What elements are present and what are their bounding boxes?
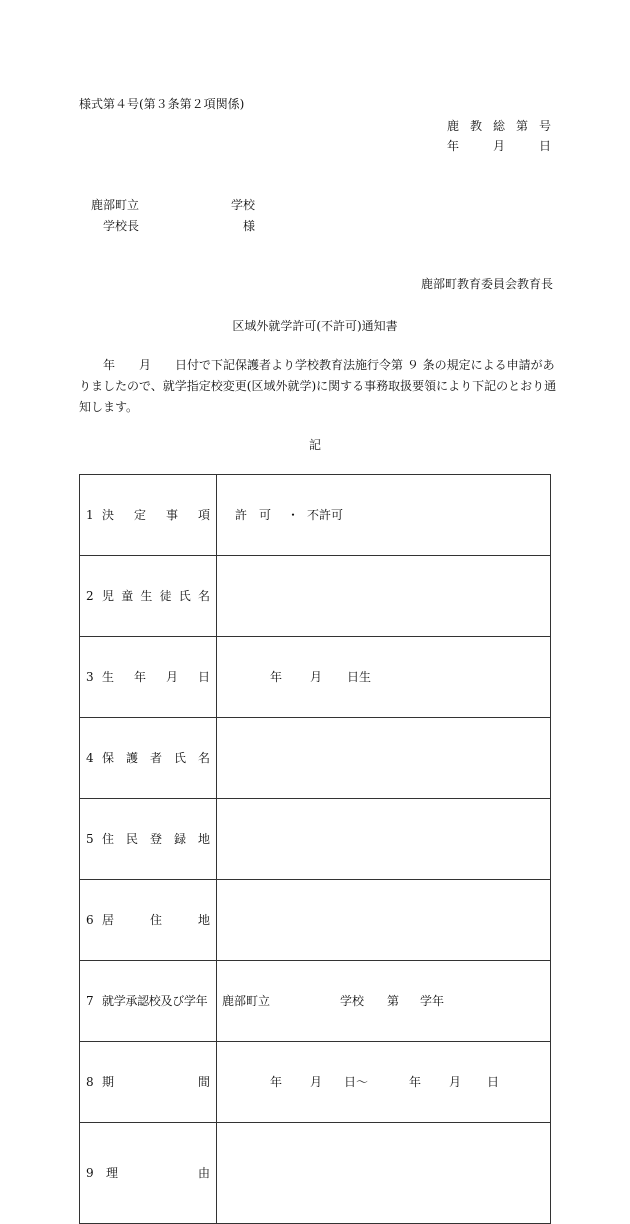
doc-no-char: 教 — [469, 119, 482, 133]
date-line — [447, 138, 551, 154]
ki-mark: 記 — [308, 438, 321, 452]
birthdate-value — [217, 637, 551, 718]
addressee-honorific: 様 — [243, 219, 256, 233]
period-start-month: 月 — [310, 1075, 323, 1089]
reason-value — [217, 1123, 551, 1224]
decision-fukyoka: 不許可 — [307, 508, 344, 522]
form-number: 様式第４号(第３条第２項関係) — [79, 97, 245, 111]
label-char: 理 — [106, 1166, 119, 1180]
addressee-principal: 学校長 — [103, 219, 140, 233]
school-suffix: 学校 — [340, 994, 365, 1008]
birth-month: 月 — [310, 670, 323, 684]
label-char: 徒 — [159, 589, 172, 603]
period-end-month: 月 — [449, 1075, 462, 1089]
body-line-2: りましたので、就学指定校変更(区域外就学)に関する事務取扱要領により下記のとおり通 — [79, 379, 557, 393]
row-number: 5 — [86, 832, 94, 846]
row-label — [80, 637, 217, 718]
row-number: 7 — [86, 994, 94, 1008]
row-number: 8 — [86, 1075, 94, 1089]
label-char: 事 — [165, 508, 178, 522]
row-label — [80, 475, 217, 556]
label-char: 居 — [102, 913, 115, 927]
row-number: 6 — [86, 913, 94, 927]
label-char: 児 — [102, 589, 115, 603]
label-char: 間 — [197, 1075, 210, 1089]
label-char: 年 — [133, 670, 146, 684]
row-label — [80, 961, 217, 1042]
guardian-name-value — [217, 718, 551, 799]
row-number: 1 — [86, 508, 94, 522]
label-char: 住 — [149, 913, 162, 927]
birth-day: 日生 — [347, 670, 372, 684]
label-char: 地 — [197, 832, 210, 846]
period-value — [217, 1042, 551, 1123]
label-char: 期 — [102, 1075, 115, 1089]
residence-value — [217, 880, 551, 961]
period-start-year: 年 — [270, 1075, 283, 1089]
decision-value — [217, 475, 551, 556]
table-row — [80, 1123, 551, 1224]
doc-number-line — [447, 118, 551, 134]
doc-no-char: 号 — [538, 119, 551, 133]
addressee-town-school: 鹿部町立 — [91, 198, 140, 212]
label-char: 保 — [102, 751, 115, 765]
doc-no-char: 第 — [515, 119, 528, 133]
label-char: 住 — [102, 832, 115, 846]
form-table — [79, 474, 551, 1224]
label-char: 者 — [149, 751, 162, 765]
approved-school-value — [217, 961, 551, 1042]
addressee-school-suffix: 学校 — [231, 198, 256, 212]
label-char: 生 — [102, 670, 115, 684]
student-name-value — [217, 556, 551, 637]
registered-address-value — [217, 799, 551, 880]
table-row — [80, 637, 551, 718]
row-label — [80, 1123, 217, 1224]
row-label — [80, 880, 217, 961]
label-char: 項 — [197, 508, 210, 522]
label-char: 民 — [125, 832, 138, 846]
label-char: 名 — [197, 589, 210, 603]
decision-dot: ・ — [287, 508, 300, 522]
table-row — [80, 556, 551, 637]
label-char: 生 — [140, 589, 153, 603]
period-end-day: 日 — [487, 1075, 500, 1089]
date-year: 年 — [447, 139, 460, 153]
label-char: 由 — [197, 1166, 210, 1180]
school-dai: 第 — [387, 994, 400, 1008]
label-char: 童 — [121, 589, 134, 603]
table-row — [80, 880, 551, 961]
label-char: 定 — [133, 508, 146, 522]
birth-year: 年 — [270, 670, 283, 684]
label-char: 護 — [125, 751, 138, 765]
row-number: 4 — [86, 751, 94, 765]
table-row — [80, 475, 551, 556]
doc-no-char: 鹿 — [447, 119, 460, 133]
date-day: 日 — [538, 139, 551, 153]
row-label — [80, 799, 217, 880]
label-char: 氏 — [173, 751, 186, 765]
period-start-day: 日～ — [344, 1075, 369, 1089]
row-number: 9 — [86, 1166, 94, 1180]
row-label — [80, 718, 217, 799]
doc-no-char: 総 — [492, 119, 505, 133]
label-char: 日 — [197, 670, 210, 684]
date-month: 月 — [492, 139, 505, 153]
table-row — [80, 718, 551, 799]
label-char: 登 — [149, 832, 162, 846]
row-number: 3 — [86, 670, 94, 684]
label-text: 就学承認校及び学年 — [102, 994, 208, 1008]
school-grade: 学年 — [420, 994, 445, 1008]
row-label — [80, 1042, 217, 1123]
document-title: 区域外就学許可(不許可)通知書 — [232, 319, 398, 333]
row-label — [80, 556, 217, 637]
label-char: 録 — [173, 832, 186, 846]
issuer-name: 鹿部町教育委員会教育長 — [421, 277, 554, 291]
decision-kyoka: 許 可 — [235, 508, 272, 522]
period-end-year: 年 — [409, 1075, 422, 1089]
table-row — [80, 1042, 551, 1123]
body-line-1: 年 月 日付で下記保護者より学校教育法施行令第 ９ 条の規定による申請があ — [79, 358, 555, 372]
label-char: 名 — [197, 751, 210, 765]
body-line-3: 知します。 — [79, 400, 139, 414]
label-char: 決 — [102, 508, 115, 522]
label-char: 月 — [165, 670, 178, 684]
table-row — [80, 961, 551, 1042]
label-char: 氏 — [178, 589, 191, 603]
school-town: 鹿部町立 — [222, 994, 271, 1008]
row-number: 2 — [86, 589, 94, 603]
table-row — [80, 799, 551, 880]
label-char: 地 — [197, 913, 210, 927]
